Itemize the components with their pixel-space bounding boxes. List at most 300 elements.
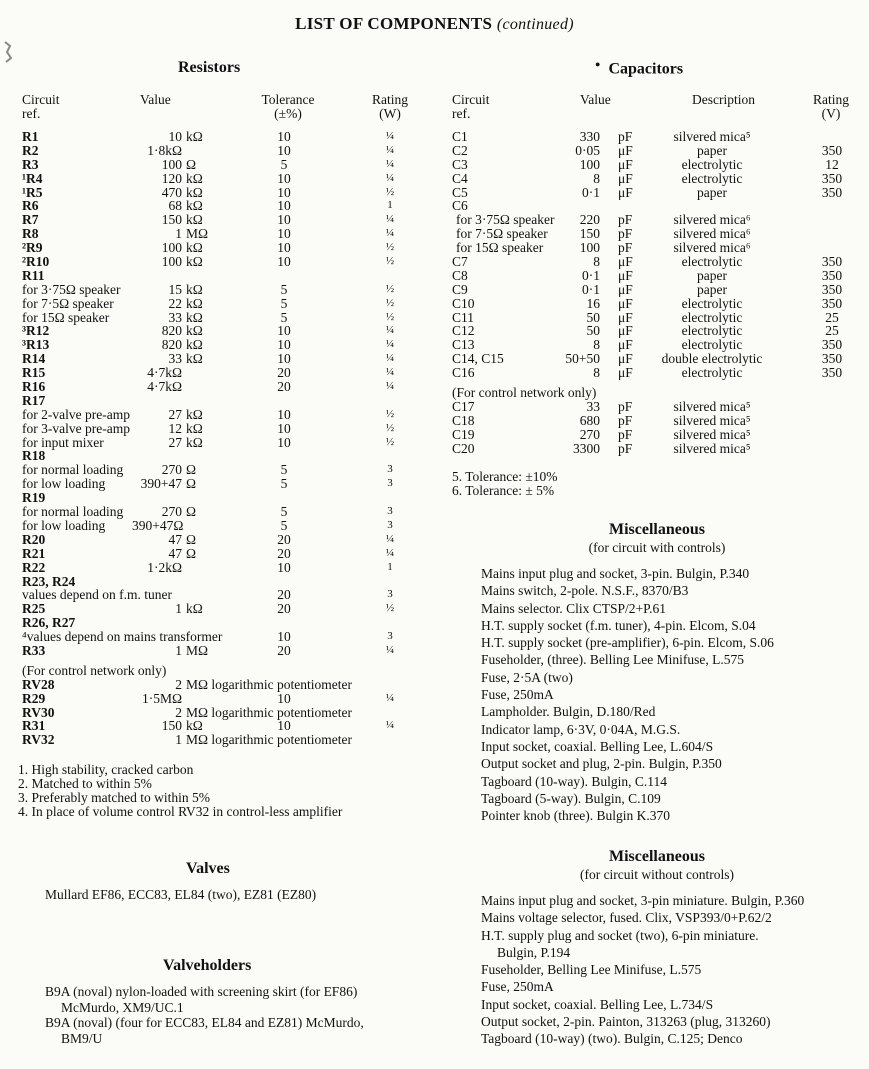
table-row [22, 241, 422, 255]
cell-value: 1 [175, 642, 182, 658]
list-item: Fuse, 250mA [481, 979, 554, 995]
misc-with-controls-subtitle: (for circuit with controls) [588, 540, 726, 555]
cell-value: 12 [168, 420, 182, 436]
cell-unit: kΩ [186, 281, 203, 297]
cell-value: 150 [161, 718, 182, 734]
table-row [452, 144, 862, 158]
cell-unit: kΩ [186, 718, 203, 734]
cell-value: 100 [161, 156, 182, 172]
page-title-suffix: (continued) [496, 16, 574, 33]
list-item: Fuse, 250mA [481, 687, 554, 703]
table-row [22, 644, 422, 658]
cell-tolerance: 10 [277, 129, 291, 144]
cell-value: 27 [168, 406, 182, 422]
cell-ref: RV30 [22, 704, 55, 720]
cell-unit: μF [618, 267, 633, 283]
cell-unit: kΩ [186, 351, 203, 367]
cell-description: double electrolytic [661, 351, 763, 367]
cell-rating: 350 [821, 254, 843, 270]
cell-ref: for low loading [22, 517, 106, 533]
cell-tolerance: 5 [280, 309, 288, 325]
cell-value: 680 [579, 412, 600, 428]
table-row [22, 588, 422, 602]
table-row [22, 422, 422, 436]
table-row [22, 491, 422, 505]
cell-value: 390+47 [140, 476, 182, 492]
table-row [22, 366, 422, 380]
cell-ref: C2 [452, 142, 468, 158]
table-row [452, 400, 862, 414]
cell-value: 1 [175, 732, 182, 748]
cell-description: electrolytic [681, 323, 743, 339]
cell-ref: R29 [22, 690, 46, 706]
cell-value: 10 [168, 129, 182, 144]
cell-ref: C6 [452, 198, 468, 214]
cell-ref: R7 [22, 212, 39, 228]
table-row [22, 158, 422, 172]
table-row [22, 338, 422, 352]
cell-value: 1·8kΩ [147, 142, 182, 158]
cell-rating: ¼ [385, 130, 395, 142]
cell-value: 2 [175, 704, 182, 720]
list-item: Input socket, coaxial. Belling Lee, L.604/S [481, 738, 714, 754]
table-row [452, 158, 862, 172]
cell-tolerance: 20 [277, 587, 291, 603]
cell-unit: μF [618, 365, 633, 381]
cell-unit: kΩ [186, 170, 203, 186]
resistor-note: 1. High stability, cracked carbon [18, 762, 194, 777]
control-network-note [22, 664, 422, 678]
cell-unit: MΩ logarithmic potentiometer [186, 704, 352, 720]
table-row [452, 428, 862, 442]
cell-unit: pF [618, 440, 633, 456]
cell-description: paper [697, 267, 727, 283]
table-row [452, 283, 862, 297]
cell-value: 820 [161, 337, 182, 353]
cell-ref: ¹R5 [22, 184, 43, 200]
cell-ref: R21 [22, 545, 46, 561]
cell-unit: μF [618, 351, 633, 367]
cell-ref: for 3·75Ω speaker [456, 212, 555, 228]
cell-value: 4·7kΩ [147, 379, 182, 395]
cell-rating: 350 [821, 170, 843, 186]
misc-without-controls-title: Miscellaneous [609, 848, 705, 865]
cell-value: 8 [593, 170, 600, 186]
control-network-note [452, 386, 862, 400]
cell-ref: C13 [452, 337, 475, 353]
list-item: Tagboard (10-way). Bulgin, C.114 [481, 773, 668, 789]
list-item: Fuseholder, (three). Belling Lee Minifuse, L.575 [481, 652, 745, 668]
cell-rating: ½ [385, 255, 395, 268]
table-row [22, 297, 422, 311]
capacitors-notes [452, 470, 558, 498]
cell-ref: R25 [22, 601, 46, 617]
cell-ref: R1 [22, 129, 39, 144]
cell-description: electrolytic [681, 295, 743, 311]
cell-tolerance: 10 [277, 629, 291, 645]
cell-tolerance: 10 [277, 351, 291, 367]
cell-tolerance: 20 [277, 531, 291, 547]
cell-value: 4·7kΩ [147, 365, 182, 381]
table-row [22, 186, 422, 200]
cell-ref: ⁴values depend on mains transformer [22, 629, 223, 645]
table-row [452, 297, 862, 311]
cell-unit: μF [618, 184, 633, 200]
table-row [22, 733, 422, 747]
cell-unit: MΩ [186, 226, 209, 242]
cell-description: silvered mica⁶ [673, 240, 751, 256]
table-row [22, 616, 422, 630]
cell-value: 330 [579, 129, 600, 144]
cell-ref: C12 [452, 323, 475, 339]
cell-ref: R15 [22, 365, 46, 381]
cell-rating: 3 [387, 463, 393, 476]
cell-value: 270 [579, 426, 600, 442]
cell-value: 820 [161, 323, 182, 339]
cell-unit: kΩ [186, 309, 203, 325]
cell-value: 150 [579, 226, 600, 242]
capacitors-marker-icon: ● [595, 59, 601, 69]
cell-rating: ¼ [385, 157, 395, 170]
cell-rating: ½ [385, 421, 395, 434]
cell-unit: μF [618, 156, 633, 172]
valveholders-list [45, 984, 364, 1046]
table-row [22, 213, 422, 227]
valves-heading: Valves [186, 860, 230, 877]
cell-tolerance: 10 [277, 690, 291, 706]
cell-value: 1·2kΩ [147, 559, 182, 575]
cell-description: electrolytic [681, 254, 743, 270]
table-row [452, 352, 862, 366]
table-row [22, 324, 422, 338]
cell-rating: ¼ [385, 352, 395, 365]
cell-value: 16 [586, 295, 600, 311]
cell-ref: C18 [452, 412, 475, 428]
cell-ref: for 3-valve pre-amp [22, 420, 130, 436]
cell-rating: ¼ [385, 380, 395, 393]
cell-ref: R18 [22, 448, 46, 464]
cell-tolerance: 5 [280, 295, 288, 311]
cell-description: paper [697, 142, 727, 158]
misc-with-controls-list [481, 565, 774, 824]
cell-unit: pF [618, 412, 633, 428]
misc-without-controls-heading [452, 848, 862, 883]
cell-rating: 350 [821, 267, 843, 283]
cell-rating: ½ [385, 185, 395, 198]
cell-unit: Ω [186, 531, 197, 547]
cell-value: 47 [168, 545, 182, 561]
table-row [452, 366, 862, 380]
cell-unit: pF [618, 129, 633, 144]
cell-value: 8 [593, 337, 600, 353]
cell-tolerance: 10 [277, 184, 291, 200]
cell-tolerance: 10 [277, 240, 291, 256]
cell-ref: R22 [22, 559, 46, 575]
misc-with-controls-heading [452, 521, 862, 556]
cell-ref: ²R10 [22, 254, 50, 270]
cell-rating: 12 [825, 156, 839, 172]
cell-tolerance: 10 [277, 434, 291, 450]
cell-unit: kΩ [186, 601, 203, 617]
resistors-col-tolerance: Tolerance (±%) [261, 92, 315, 121]
table-row [22, 547, 422, 561]
list-item: Output socket, 2-pin. Painton, 313263 (plug, 313260) [481, 1014, 771, 1030]
cell-unit: μF [618, 309, 633, 325]
table-row [452, 199, 862, 213]
cell-unit: kΩ [186, 240, 203, 256]
cell-tolerance: 5 [280, 462, 288, 478]
cell-value: 1·5MΩ [141, 690, 182, 706]
valveholder-line: B9A (noval) nylon-loaded with screening skirt (for EF86) [45, 984, 358, 999]
cell-rating: ½ [385, 435, 395, 448]
cell-description: electrolytic [681, 156, 743, 172]
cell-ref: R8 [22, 226, 39, 242]
cell-unit: pF [618, 212, 633, 228]
cell-ref: R11 [22, 267, 45, 283]
page-title [0, 14, 869, 34]
cell-rating: 25 [825, 323, 839, 339]
cell-unit: kΩ [186, 406, 203, 422]
cell-ref: C10 [452, 295, 475, 311]
cell-tolerance: 10 [277, 142, 291, 158]
capacitors-col-description: Description [692, 92, 755, 107]
cell-value: 220 [579, 212, 600, 228]
cell-ref: for 3·75Ω speaker [22, 281, 121, 297]
cell-unit: MΩ [186, 642, 209, 658]
cell-ref: for 7·5Ω speaker [22, 295, 114, 311]
cell-rating: ¼ [385, 143, 395, 156]
scan-mark [4, 40, 12, 64]
cell-tolerance: 20 [277, 379, 291, 395]
cell-value: 0·1 [582, 281, 600, 297]
valveholder-item [45, 984, 364, 1015]
cell-ref: ³R13 [22, 337, 50, 353]
cell-ref: R14 [22, 351, 46, 367]
cell-ref: R19 [22, 490, 46, 506]
capacitors-col-value: Value [580, 92, 611, 107]
cell-value: 27 [168, 434, 182, 450]
cell-ref: C7 [452, 254, 468, 270]
table-row [22, 477, 422, 491]
list-item: Input socket, coaxial. Belling Lee, L.734/S [481, 996, 714, 1012]
cell-unit: μF [618, 281, 633, 297]
cell-ref: R2 [22, 142, 39, 158]
table-row [452, 324, 862, 338]
table-row [452, 213, 862, 227]
cell-unit: μF [618, 170, 633, 186]
cell-ref: for 15Ω speaker [22, 309, 110, 325]
cell-tolerance: 5 [280, 281, 288, 297]
cell-rating: ¼ [385, 719, 395, 732]
cell-ref: R26, R27 [22, 615, 76, 631]
cell-ref: for normal loading [22, 504, 124, 520]
cell-ref: C17 [452, 398, 475, 414]
table-row [22, 692, 422, 706]
cell-rating: ½ [385, 241, 395, 254]
cell-value: 50+50 [565, 351, 600, 367]
capacitors-table [452, 130, 862, 455]
cell-rating: 1 [387, 199, 393, 212]
table-row [22, 575, 422, 589]
cell-ref: for 2-valve pre-amp [22, 406, 130, 422]
misc-without-controls-list [481, 892, 804, 1048]
cell-value: 100 [579, 156, 600, 172]
valveholder-item [45, 1015, 364, 1046]
table-row [22, 706, 422, 720]
cell-rating: ¼ [385, 691, 395, 704]
cell-ref: for low loading [22, 476, 106, 492]
cell-value: 2 [175, 676, 182, 692]
control-note-text: (For control network only) [452, 385, 597, 401]
cell-unit: kΩ [186, 198, 203, 214]
valveholders-heading: Valveholders [163, 957, 252, 974]
cell-value: 150 [161, 212, 182, 228]
capacitors-heading [595, 59, 683, 78]
cell-rating: 3 [387, 588, 393, 601]
cell-rating: 3 [387, 518, 393, 531]
cell-ref: R33 [22, 642, 46, 658]
cell-tolerance: 10 [277, 170, 291, 186]
cell-description: paper [697, 281, 727, 297]
cell-description: silvered mica⁵ [673, 440, 751, 456]
list-item: Lampholder. Bulgin, D.180/Red [481, 704, 656, 720]
cell-ref: for 15Ω speaker [456, 240, 544, 256]
cell-tolerance: 20 [277, 642, 291, 658]
cell-tolerance: 10 [277, 226, 291, 242]
list-item: H.T. supply socket (f.m. tuner), 4-pin. Elcom, S.04 [481, 617, 756, 633]
list-item: H.T. supply socket (pre-amplifier), 6-pin. Elcom, S.06 [481, 635, 774, 651]
valveholder-line: McMurdo, XM9/UC.1 [61, 999, 184, 1015]
cell-ref: C3 [452, 156, 468, 172]
cell-value: 470 [161, 184, 182, 200]
cell-unit: μF [618, 295, 633, 311]
cell-rating: ½ [385, 282, 395, 295]
cell-unit: kΩ [186, 323, 203, 339]
resistors-notes [18, 763, 342, 819]
cell-unit: pF [618, 240, 633, 256]
cell-tolerance: 20 [277, 545, 291, 561]
cell-rating: ¼ [385, 532, 395, 545]
table-row [22, 283, 422, 297]
capacitor-note: 5. Tolerance: ±10% [452, 469, 558, 484]
cell-unit: pF [618, 226, 633, 242]
cell-description: silvered mica⁵ [673, 426, 751, 442]
cell-ref: ¹R4 [22, 170, 43, 186]
cell-tolerance: 10 [277, 559, 291, 575]
cell-rating: ¼ [385, 366, 395, 379]
cell-value: 33 [586, 398, 600, 414]
cell-value: 100 [161, 240, 182, 256]
cell-rating: 1 [387, 560, 393, 573]
cell-unit: MΩ logarithmic potentiometer [186, 676, 352, 692]
cell-unit: kΩ [186, 337, 203, 353]
cell-unit: pF [618, 398, 633, 414]
cell-ref: ³R12 [22, 323, 50, 339]
table-row [22, 719, 422, 733]
cell-value: 100 [579, 240, 600, 256]
misc-with-controls-title: Miscellaneous [609, 521, 705, 538]
cell-rating: 350 [821, 142, 843, 158]
table-row [452, 130, 862, 144]
list-item: Indicator lamp, 6·3V, 0·04A, M.G.S. [481, 721, 681, 737]
misc-without-controls-subtitle: (for circuit without controls) [579, 867, 735, 882]
cell-ref: R3 [22, 156, 39, 172]
cell-ref: C16 [452, 365, 475, 381]
cell-value: 47 [168, 531, 182, 547]
cell-ref: R23, R24 [22, 573, 76, 589]
table-row [22, 678, 422, 692]
cell-unit: kΩ [186, 420, 203, 436]
cell-unit: kΩ [186, 434, 203, 450]
table-row [22, 463, 422, 477]
cell-ref: R6 [22, 198, 39, 214]
cell-ref: C5 [452, 184, 468, 200]
table-row [452, 269, 862, 283]
cell-rating: 3 [387, 477, 393, 490]
cell-rating: ¼ [385, 324, 395, 337]
cell-tolerance: 20 [277, 365, 291, 381]
cell-value: 33 [168, 351, 182, 367]
table-row [452, 338, 862, 352]
table-row [22, 172, 422, 186]
list-item: Mains selector. Clix CTSP/2+P.61 [481, 600, 667, 616]
cell-rating: ½ [385, 602, 395, 615]
list-item: Fuseholder, Belling Lee Minifuse, L.575 [481, 962, 702, 978]
cell-ref: RV28 [22, 676, 55, 692]
cell-ref: C20 [452, 440, 475, 456]
cell-unit: μF [618, 142, 633, 158]
cell-value: 68 [168, 198, 182, 214]
cell-unit: μF [618, 323, 633, 339]
cell-rating: ¼ [385, 171, 395, 184]
list-item: Bulgin, P.194 [497, 944, 571, 960]
cell-unit: kΩ [186, 129, 203, 144]
cell-ref: C14, C15 [452, 351, 504, 367]
cell-rating: 350 [821, 337, 843, 353]
list-item: Mains input plug and socket, 3-pin miniature. Bulgin, P.360 [481, 893, 805, 908]
cell-rating: ¼ [385, 338, 395, 351]
cell-ref: ²R9 [22, 240, 43, 256]
table-row [22, 269, 422, 283]
cell-description: paper [697, 184, 727, 200]
cell-ref: for normal loading [22, 462, 124, 478]
cell-rating: ½ [385, 407, 395, 420]
cell-rating: ¼ [385, 546, 395, 559]
cell-tolerance: 10 [277, 212, 291, 228]
list-item: Mains voltage selector, fused. Clix, VSP393/0+P.62/2 [481, 910, 772, 926]
table-row [22, 144, 422, 158]
cell-rating: 350 [821, 351, 843, 367]
list-item: Output socket and plug, 2-pin. Bulgin, P.350 [481, 756, 722, 772]
cell-value: 270 [161, 462, 182, 478]
list-item: Mains switch, 2-pole. N.S.F., 8370/B3 [481, 583, 689, 599]
table-row [452, 241, 862, 255]
cell-rating: 25 [825, 309, 839, 325]
cell-unit: μF [618, 254, 633, 270]
table-row [22, 255, 422, 269]
cell-ref: R20 [22, 531, 46, 547]
cell-tolerance: 10 [277, 406, 291, 422]
resistors-heading: Resistors [178, 59, 241, 76]
cell-value: 8 [593, 254, 600, 270]
cell-ref: C11 [452, 309, 475, 325]
cell-value: 120 [161, 170, 182, 186]
cell-tolerance: 10 [277, 323, 291, 339]
cell-tolerance: 5 [280, 504, 288, 520]
table-row [22, 408, 422, 422]
cell-rating: 3 [387, 505, 393, 518]
cell-unit: Ω [186, 156, 197, 172]
